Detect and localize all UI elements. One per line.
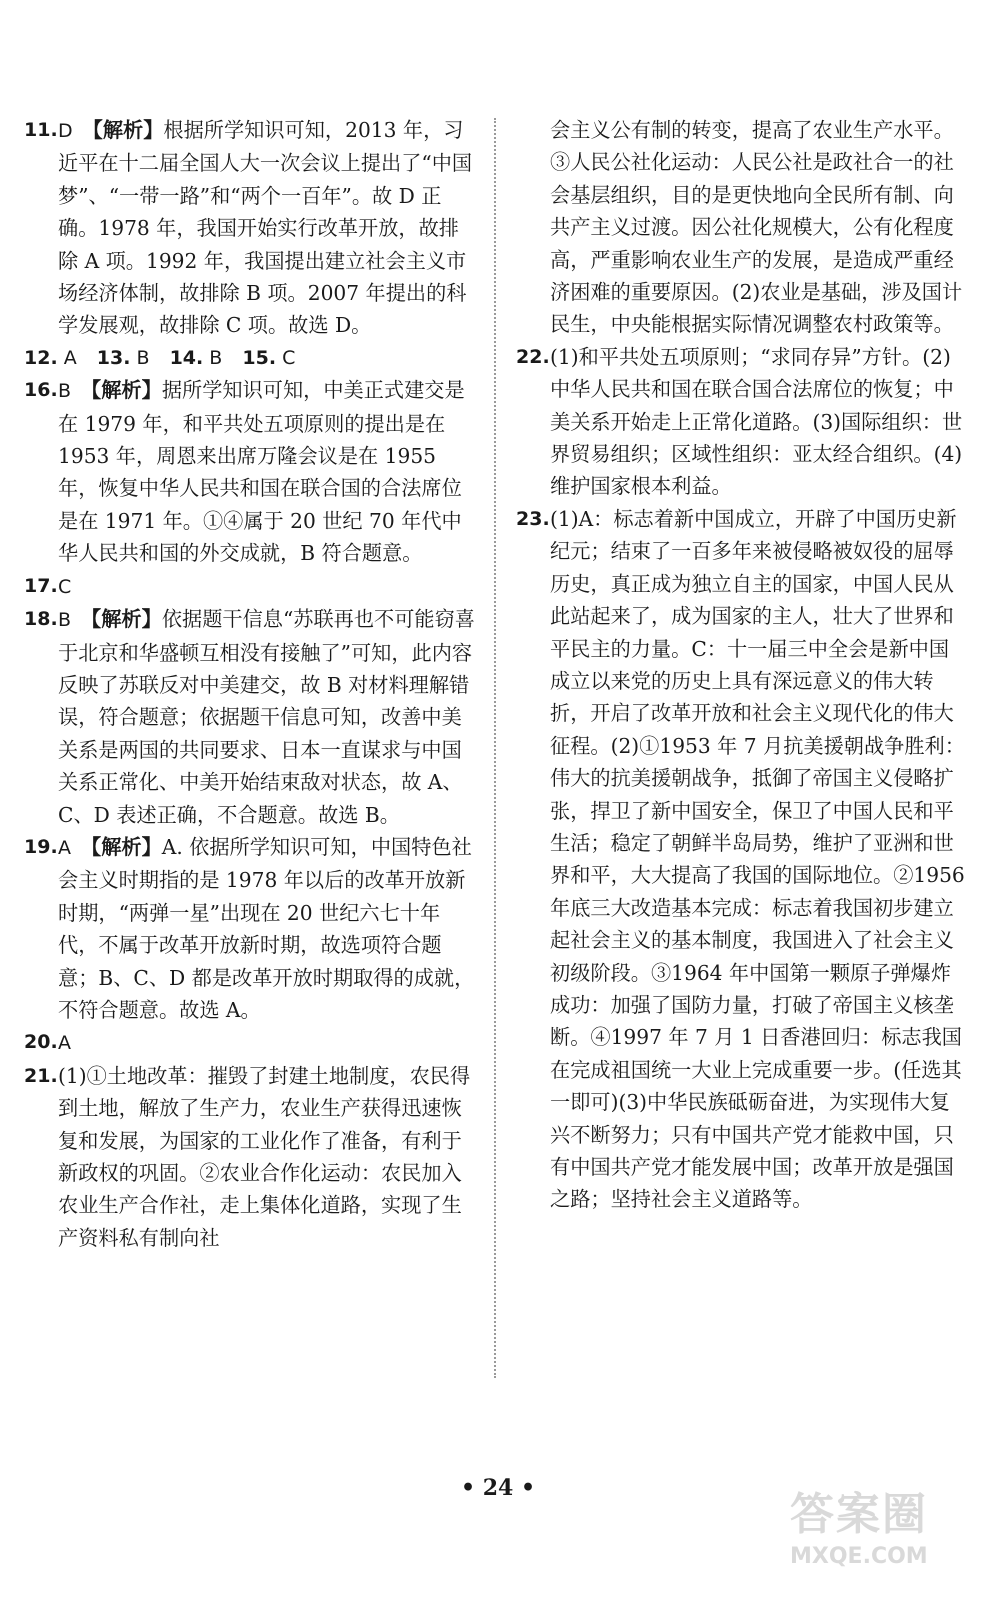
answer-letter: D bbox=[58, 120, 73, 142]
question-number: 20. bbox=[24, 1031, 58, 1054]
watermark-logo bbox=[790, 1478, 980, 1588]
question-number: 21. bbox=[24, 1064, 58, 1087]
answer-letter: C bbox=[58, 575, 72, 598]
analysis-text: 根据所学知识可知，2013 年，习近平在十二届全国人大一次会议上提出了“中国梦”、“一带一路”和“两个一百年”。故 D 正确。1978 年，我国开始实行改革开放，故排除 A 项。1992 年，我国提出建立社会主义市场经济体制，故排除 B 项。2007 年提出的科学发展观，故排除 C 项。故选 D。 bbox=[58, 118, 473, 338]
answer-16 bbox=[24, 374, 476, 569]
answer-text: 会主义公有制的转变，提高了农业生产水平。③人民公社化运动：人民公社是政社合一的社会基层组织，目的是更快地向全民所有制、向共产主义过渡。因公社化规模大，公有化程度高，严重影响农业生产的发展，是造成严重经济困难的重要原因。(2)农业是基础，涉及国计民生，中央能根据实际情况调整农村政策等。 bbox=[550, 118, 963, 337]
question-number: 22. bbox=[516, 345, 550, 368]
answer-letter: A bbox=[58, 1032, 71, 1055]
answer-letter: B bbox=[58, 609, 72, 632]
question-number: 23. bbox=[516, 507, 550, 530]
analysis-tag: 【解析】 bbox=[82, 118, 164, 142]
left-column bbox=[24, 114, 476, 1254]
question-number: 16. bbox=[24, 379, 58, 402]
page-number: • 24 • bbox=[460, 1475, 536, 1501]
analysis-text: 据所学知识可知，中美正式建交是在 1979 年，和平共处五项原则的提出是在 1953 年，周恩来出席万隆会议是在 1955 年，恢复中华人民共和国在联合国的合法席位是在 1971 年。①④属于 20 世纪 70 年代中华人民共和国的外交成就，B 符合题意。 bbox=[58, 378, 465, 566]
answer-text: (1)A：标志着新中国成立，开辟了中国历史新纪元；结束了一百多年来被侵略被奴役的屈辱历史，真正成为独立自主的国家，中国人民从此站起来了，成为国家的主人，壮大了世界和平民主的力量。C：十一届三中全会是新中国成立以来党的历史上具有深远意义的伟大转折，开启了改革开放和社会主义现代化的伟大征程。(2)①1953 年 7 月抗美援朝战争胜利：伟大的抗美援朝战争，抵御了帝国主义侵略扩张，捍卫了新中国安全，保卫了中国人民和平生活；稳定了朝鲜半岛局势，维护了亚洲和世界和平，大大提高了我国的国际地位。②1956 年底三大改造基本完成：标志着我国初步建立起社会主义的基本制度，我国进入了社会主义初级阶段。③1964 年中国第一颗原子弹爆炸成功：加强了国防力量，打破了帝国主义核垄断。④1997 年 7 月 1 日香港回归：标志我国在完成祖国统一大业上完成重要一步。(任选其一即可)(3)中华民族砥砺奋进，为实现伟大复兴不断努力；只有中国共产党才能救中国，只有中国共产党才能发展中国；改革开放是强国之路；坚持社会主义道路等。 bbox=[550, 506, 965, 1212]
column-divider bbox=[494, 118, 496, 1378]
answer-letter: A bbox=[63, 346, 77, 369]
answer-11 bbox=[24, 114, 476, 342]
right-column bbox=[516, 114, 968, 1216]
analysis-tag: 【解析】 bbox=[81, 834, 162, 859]
question-number: 13. bbox=[96, 346, 131, 369]
answer-21-continued bbox=[516, 114, 968, 341]
answer-18 bbox=[24, 603, 476, 831]
answer-letter: B bbox=[136, 346, 150, 369]
analysis-tag: 【解析】 bbox=[81, 607, 162, 632]
answer-text: (1)和平共处五项原则；“求同存异”方针。(2)中华人民共和国在联合国合法席位的恢复；中美关系开始走上正常化道路。(3)国际组织：世界贸易组织；区域性组织：亚太经合组织。(4)维护国家根本利益。 bbox=[550, 344, 963, 499]
answer-22 bbox=[516, 341, 968, 503]
answer-letter: C bbox=[282, 346, 296, 369]
answer-20 bbox=[24, 1026, 476, 1059]
question-number: 17. bbox=[24, 574, 58, 597]
answer-text: (1)①土地改革：摧毁了封建土地制度，农民得到土地，解放了生产力，农业生产获得迅速恢复和发展，为国家的工业化作了准备，有利于新政权的巩固。②农业合作化运动：农民加入农业生产合作社，走上集体化道路，实现了生产资料私有制向社 bbox=[58, 1063, 471, 1250]
answer-letter: A bbox=[58, 836, 71, 859]
answer-letter: B bbox=[58, 380, 72, 403]
answer-17 bbox=[24, 570, 476, 603]
question-number: 14. bbox=[169, 346, 204, 369]
watermark-url: MXQE.COM bbox=[790, 1544, 928, 1569]
question-number: 15. bbox=[242, 346, 277, 369]
answer-19 bbox=[24, 831, 476, 1026]
answer-letter: B bbox=[209, 346, 223, 369]
answer-21 bbox=[24, 1060, 476, 1254]
answers-12-15 bbox=[24, 342, 476, 374]
question-number: 18. bbox=[24, 608, 58, 631]
analysis-tag: 【解析】 bbox=[81, 378, 162, 403]
question-number: 12. bbox=[24, 346, 58, 369]
analysis-text: 依据题干信息“苏联再也不可能窃喜于北京和华盛顿互相没有接触了”可知，此内容反映了苏联反对中美建交，故 B 对材料理解错误，符合题意；依据题干信息可知，改善中美关系是两国的共同要求、日本一直谋求与中国关系正常化、中美开始结束敌对状态，故 A、C、D 表述正确，不合题意。故选 B。 bbox=[58, 607, 475, 827]
watermark-logo-text: 答案圈 bbox=[790, 1489, 928, 1540]
question-number: 19. bbox=[24, 835, 58, 858]
question-number: 11. bbox=[24, 119, 58, 141]
analysis-text: A. 依据所学知识可知，中国特色社会主义时期指的是 1978 年以后的改革开放新时期，“两弹一星”出现在 20 世纪六七十年代，不属于改革开放新时期，故选项符合题意；B、C、D 都是改革开放时期取得的成就，不符合题意。故选 A。 bbox=[58, 834, 475, 1022]
answer-23 bbox=[516, 503, 968, 1216]
